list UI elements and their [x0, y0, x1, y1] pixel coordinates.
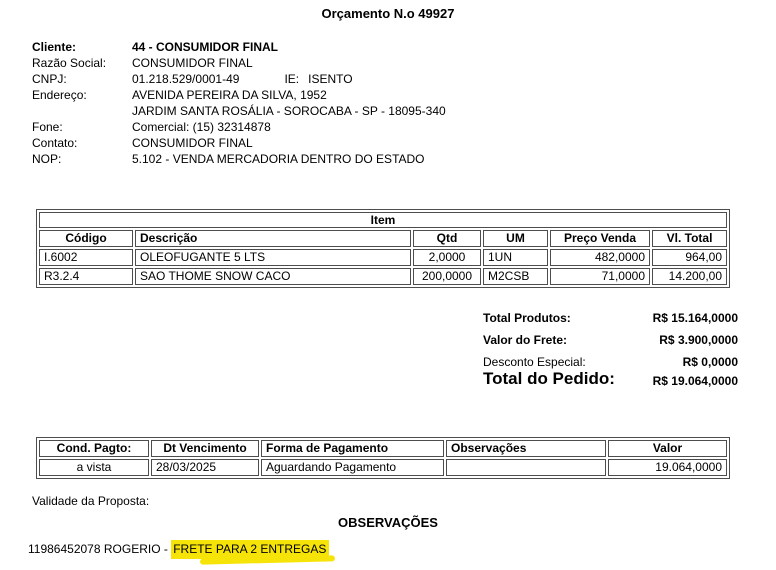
contato-value: CONSUMIDOR FINAL	[132, 136, 253, 150]
col-header-dt-vencimento: Dt Vencimento	[151, 440, 259, 457]
cnpj-value: 01.218.529/0001-49	[132, 72, 240, 86]
desconto-especial-label: Desconto Especial:	[483, 355, 586, 369]
item-row	[39, 249, 727, 266]
ie-label: IE:	[284, 72, 300, 86]
item-vl-total: 964,00	[652, 249, 727, 266]
valor-frete-label: Valor do Frete:	[483, 333, 568, 347]
desconto-especial-value: R$ 0,0000	[682, 355, 738, 369]
observations-title: OBSERVAÇÕES	[338, 515, 438, 530]
cnpj-row	[32, 71, 732, 87]
col-header-descricao: Descrição	[135, 230, 411, 247]
col-header-valor: Valor	[608, 440, 727, 457]
endereco-value-line2: JARDIM SANTA ROSÁLIA - SOROCABA - SP - 18095-340	[132, 104, 446, 118]
cnpj-label: CNPJ:	[32, 72, 67, 86]
item-preco-venda: 482,0000	[550, 249, 650, 266]
col-header-qtd: Qtd	[413, 230, 481, 247]
payment-dt-vencimento: 28/03/2025	[151, 459, 259, 476]
valor-frete-value: R$ 3.900,0000	[659, 333, 738, 347]
item-row	[39, 268, 727, 285]
item-vl-total: 14.200,00	[652, 268, 727, 285]
client-row	[32, 39, 732, 55]
item-codigo: R3.2.4	[39, 268, 133, 285]
col-header-vl-total: Vl. Total	[652, 230, 727, 247]
item-table-title: Item	[39, 212, 727, 228]
endereco-label-empty	[32, 103, 132, 119]
nop-label: NOP:	[32, 152, 62, 166]
payment-row	[39, 459, 727, 476]
observation-text: 11986452078 ROGERIO -	[28, 542, 172, 556]
col-header-codigo: Código	[39, 230, 133, 247]
page-title: Orçamento N.o 49927	[321, 6, 455, 21]
item-descricao: SAO THOME SNOW CACO	[135, 268, 411, 285]
total-produtos-value: R$ 15.164,0000	[652, 311, 738, 325]
validity-label: Validade da Proposta:	[32, 494, 150, 508]
col-header-um: UM	[483, 230, 548, 247]
fone-row	[32, 119, 732, 135]
item-qtd: 200,0000	[413, 268, 481, 285]
ie-value: ISENTO	[308, 72, 353, 86]
payment-forma-pagamento: Aguardando Pagamento	[261, 459, 444, 476]
client-value: 44 - CONSUMIDOR FINAL	[132, 40, 279, 54]
endereco-value-line1: AVENIDA PEREIRA DA SILVA, 1952	[132, 88, 327, 102]
col-header-cond-pagto: Cond. Pagto:	[39, 440, 149, 457]
item-codigo: I.6002	[39, 249, 133, 266]
item-um: 1UN	[483, 249, 548, 266]
razao-social-value: CONSUMIDOR FINAL	[132, 56, 253, 70]
contato-row	[32, 135, 732, 151]
item-um: M2CSB	[483, 268, 548, 285]
item-qtd: 2,0000	[413, 249, 481, 266]
col-header-forma-pagamento: Forma de Pagamento	[261, 440, 444, 457]
observation-highlighted-text: FRETE PARA 2 ENTREGAS	[171, 540, 329, 559]
client-label: Cliente:	[32, 40, 77, 54]
col-header-observacoes: Observações	[446, 440, 606, 457]
client-info-block	[32, 39, 732, 167]
total-pedido-value: R$ 19.064,0000	[652, 374, 738, 388]
item-preco-venda: 71,0000	[550, 268, 650, 285]
item-table	[36, 209, 730, 288]
payment-table	[36, 437, 730, 479]
payment-cond-pagto: a vista	[39, 459, 149, 476]
endereco-row	[32, 87, 732, 103]
item-table-title-row	[39, 212, 727, 228]
total-pedido-label: Total do Pedido:	[483, 369, 615, 388]
item-table-header-row	[39, 230, 727, 247]
fone-label: Fone:	[32, 120, 63, 134]
nop-row	[32, 151, 732, 167]
total-produtos-label: Total Produtos:	[483, 311, 571, 325]
col-header-preco-venda: Preço Venda	[550, 230, 650, 247]
razao-social-label: Razão Social:	[32, 56, 107, 70]
observation-line	[28, 542, 329, 556]
item-descricao: OLEOFUGANTE 5 LTS	[135, 249, 411, 266]
razao-social-row	[32, 55, 732, 71]
contato-label: Contato:	[32, 136, 78, 150]
payment-observacoes	[446, 459, 606, 476]
endereco-label: Endereço:	[32, 88, 87, 102]
nop-value: 5.102 - VENDA MERCADORIA DENTRO DO ESTADO	[132, 152, 425, 166]
fone-value: Comercial: (15) 32314878	[132, 120, 271, 134]
endereco-row2	[32, 103, 732, 119]
payment-valor: 19.064,0000	[608, 459, 727, 476]
payment-header-row	[39, 440, 727, 457]
